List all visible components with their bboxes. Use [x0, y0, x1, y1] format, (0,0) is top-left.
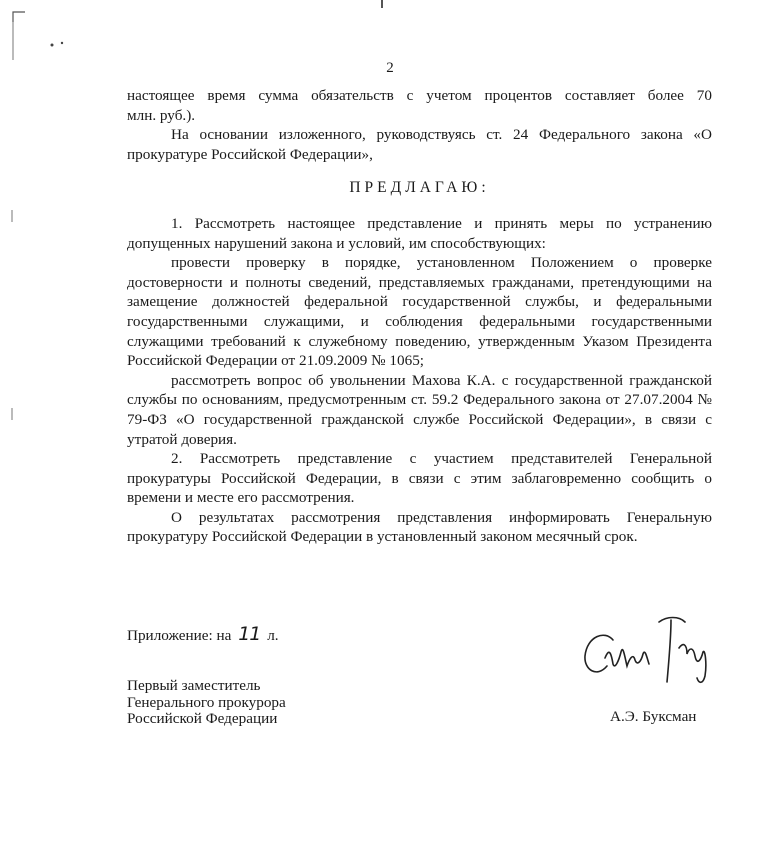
legal-basis-paragraph: На основании изложенного, руководствуясь ст. 24 Федерального закона «О прокуратуре Российской Федерации», [127, 126, 712, 163]
item-2-paragraph: 2. Рассмотреть представление с участием представителей Генеральной прокуратуры Российской Федерации, в связи с этим заблаговременно сообщить о времени и месте его рассмотрения. [127, 450, 712, 507]
item-1-subitem-inspection: провести проверку в порядке, установленном Положением о проверке достоверности и полноты сведений, представляемых гражданами, претендующими на замещение должностей федеральной государственной службы, и федеральными государственными служащими, и соблюдения федеральными государственными служащими требований к служебному поведению, утвержденным Указом Президента Российской Федерации от 21.09.2009 № 1065; [127, 254, 712, 370]
closing-paragraph: О результатах рассмотрения представления информировать Генеральную прокуратуру Российской Федерации в установленный законом месячный срок. [127, 508, 712, 546]
margin-binding-marks [0, 0, 70, 865]
signatory-position [127, 678, 286, 728]
document-body [127, 86, 712, 547]
continuation-line-2: млн. руб.). [127, 106, 196, 124]
attachment-label: Приложение: на [127, 627, 232, 644]
item-1-intro: 1. Рассмотреть настоящее представление и принять меры по устранению допущенных нарушений закона и условий, им способствующих: [127, 214, 712, 252]
continuation-line-1: настоящее время сумма обязательств с учетом процентов составляет более 70 [127, 87, 712, 104]
attachment-unit: л. [267, 627, 279, 644]
scan-artifact-mark [381, 0, 383, 8]
page-number: 2 [386, 60, 394, 76]
position-line-1: Первый заместитель [127, 677, 261, 694]
handwritten-signature [575, 608, 725, 690]
attachment-page-count: 11 [238, 623, 261, 645]
item-1-subitem-dismissal: рассмотреть вопрос об увольнении Махова К.А. с государственной гражданской службы по основаниям, предусмотренным ст. 59.2 Федерального закона от 27.07.2004 № 79-ФЗ «О государственной гражданской службе Российской Федерации», в связи с утратой доверия. [127, 371, 712, 448]
proposal-heading: ПРЕДЛАГАЮ: [349, 179, 490, 197]
position-line-3: Российской Федерации [127, 710, 278, 727]
attachment-line [127, 623, 279, 645]
position-line-2: Генерального прокурора [127, 693, 286, 711]
signatory-name: А.Э. Буксман [610, 708, 697, 725]
